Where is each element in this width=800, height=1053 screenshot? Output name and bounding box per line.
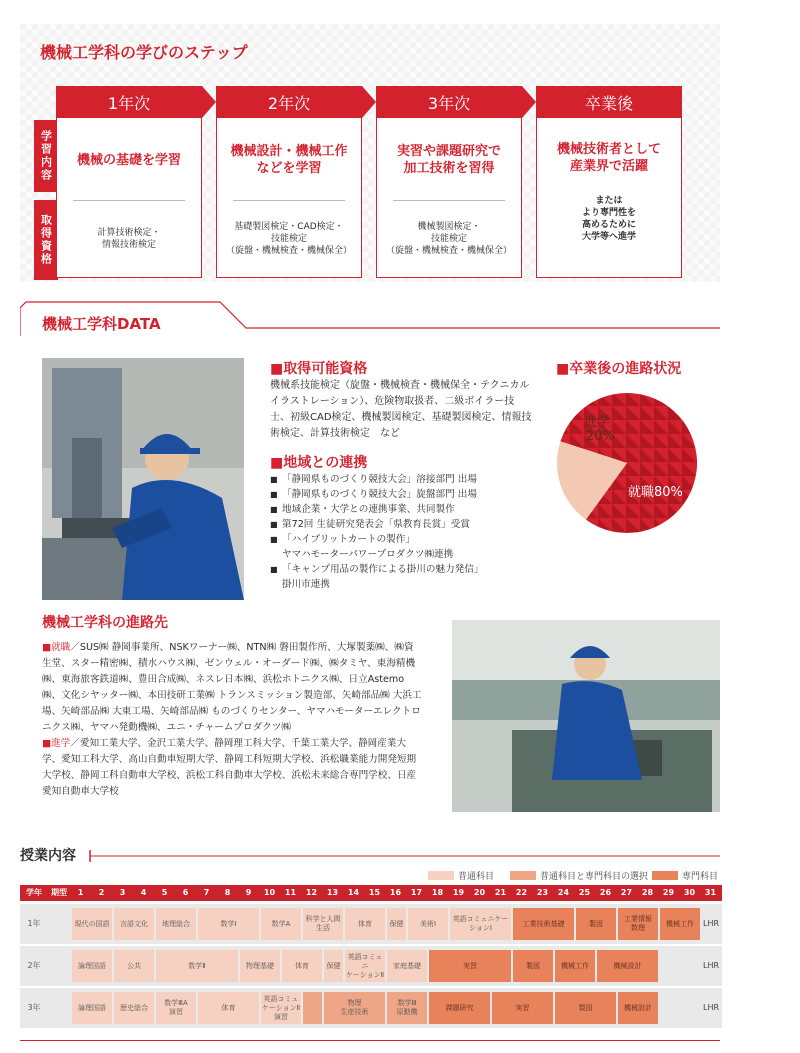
timetable-cell: 論理国語: [72, 950, 112, 982]
timetable-header-cell: 20: [473, 888, 486, 897]
step-head-2: 2年次: [216, 86, 362, 118]
timetable-cell: 機械設計: [618, 992, 658, 1024]
step-sub-2: 基礎製図検定・CAD検定・ 技能検定 （旋盤・機械検査・機械保全）: [225, 222, 352, 256]
side-label-qualification: 取得資格: [34, 200, 58, 280]
steps-title: 機械工学科の学びのステップ: [40, 43, 248, 62]
timetable-header-cell: 3: [119, 888, 126, 897]
bottom-rule: [20, 1040, 720, 1041]
timetable-header-cell: 17: [410, 888, 423, 897]
step-divider: [393, 200, 505, 201]
timetable-title: 授業内容: [20, 848, 76, 864]
list-item: ■ 「静岡県ものづくり競技大会」旋盤部門 出場: [270, 487, 540, 502]
timetable-title-rule: [88, 850, 720, 862]
timetable-cell: 数学Ⅰ: [198, 908, 259, 940]
timetable-cell: 工業技術基礎: [513, 908, 574, 940]
timetable-cell: 製図: [576, 908, 616, 940]
timetable-header-cell: 29: [662, 888, 675, 897]
timetable-cell: 公共: [114, 950, 154, 982]
legend-elective: 普通科目と専門科目の選択: [510, 869, 648, 882]
legend-special: 専門科目: [652, 869, 718, 882]
career-pie-chart: [556, 392, 698, 534]
timetable-header-cell: 6: [182, 888, 189, 897]
timetable-header-cell: 1: [77, 888, 84, 897]
pie-label-employment: 就職80%: [628, 485, 683, 500]
timetable-header-cell: 5: [161, 888, 168, 897]
timetable-cell: 数学A: [261, 908, 301, 940]
timetable-year: 3年: [27, 1003, 41, 1012]
timetable-row-3: [20, 988, 722, 1028]
timetable-header-cell: 18: [431, 888, 444, 897]
timetable-cell: 体育: [345, 908, 385, 940]
timetable-row-1: [20, 904, 722, 944]
timetable-cell: 課題研究: [429, 992, 490, 1024]
timetable-lhr: LHR: [702, 1003, 720, 1012]
photo-lathe: [452, 620, 720, 812]
timetable-cell: 実習: [429, 950, 511, 982]
step-sub-1: 計算技術検定・ 情報技術検定: [97, 228, 161, 250]
timetable-header-cell: 25: [578, 888, 591, 897]
timetable-row-2: [20, 946, 722, 986]
qual-text: 機械系技能検定（旋盤・機械検査・機械保全・テクニカルイラストレーション）、危険物取扱者、二級ボイラー技士、初級CAD検定、機械製図検定、基礎製図検定、情報技術検定、計算技術検定 など: [270, 380, 532, 439]
list-item: ■ 「静岡県ものづくり競技大会」溶接部門 出場: [270, 472, 540, 487]
career-heading: 機械工学科の進路先: [42, 615, 168, 631]
timetable-header-cell: 11: [284, 888, 297, 897]
timetable-cell: 数学Ⅲ 原動機: [387, 992, 427, 1024]
list-item: ■ 「キャンプ用品の製作による掛川の魅力発信」 掛川市連携: [270, 562, 540, 592]
step-card-3: [376, 118, 522, 278]
timetable-header-cell: 7: [203, 888, 210, 897]
timetable-header-cell: 30: [683, 888, 696, 897]
timetable-header-cell: 21: [494, 888, 507, 897]
timetable-header-cell: 28: [641, 888, 654, 897]
timetable-lhr: LHR: [702, 961, 720, 970]
timetable-header-cell: 13: [326, 888, 339, 897]
timetable-header-cell: 16: [389, 888, 402, 897]
timetable-header-cell: 23: [536, 888, 549, 897]
step-head-1: 1年次: [56, 86, 202, 118]
timetable-header-cell: 19: [452, 888, 465, 897]
timetable-cell: 体育: [282, 950, 322, 982]
timetable-header-cell: 期型: [51, 888, 67, 897]
timetable-lhr: LHR: [702, 919, 720, 928]
list-item: ■ 第72回 生徒研究発表会「県教育長賞」受賞: [270, 517, 540, 532]
step-sub-3: 機械製図検定・ 技能検定 （旋盤・機械検査・機械保全）: [385, 222, 512, 256]
step-card-4: [536, 118, 682, 278]
career-job-text: ／SUS㈱ 静岡事業所、NSKワーナー㈱、NTN㈱ 磐田製作所、大塚製薬㈱、㈱資生堂、スター精密㈱、積水ハウス㈱、ゼンウェル・オーダード㈱、㈱タミヤ、東海精機㈱、東海旅客鉄道㈱、豊田合成㈱、ネスレ日本㈱、浜松ホトニクス㈱、日立Astemo㈱、文化シヤッター㈱、本田技研工業㈱ トランスミッション製造部、矢崎部品㈱ 大浜工場、矢崎部品㈱ 大東工場、矢崎部品㈱ ものづくりセンター、ヤマハモーターエレクトロニクス㈱、ヤマハ発動機㈱、ユニ・チャームプロダクツ㈱: [42, 642, 422, 733]
timetable-cell: 美術Ⅰ: [408, 908, 448, 940]
career-adv-text: ／愛知工業大学、金沢工業大学、静岡理工科大学、千葉工業大学、静岡産業大学、愛知工科大学、高山自動車短期大学、静岡工科短期大学校、浜松職業能力開発短期大学校、静岡工科自動車大学校、浜松工科自動車大学校、浜松未来総合専門学校、日産愛知自動車大学校: [42, 738, 417, 797]
list-item: ■ 「ハイブリットカートの製作」 ヤマハモーターパワープロダクツ㈱連携: [270, 532, 540, 562]
timetable-cell: 製図: [513, 950, 553, 982]
timetable-cell: 英語コミュニ ケーションⅡ: [345, 950, 385, 982]
timetable-cell: 科学と人間 生活: [303, 908, 343, 940]
timetable-header-cell: 学年: [26, 888, 42, 897]
timetable-cell: 言語文化: [114, 908, 154, 940]
step-head-4: 卒業後: [536, 86, 682, 118]
pie-heading: ■卒業後の進路状況: [556, 361, 682, 377]
timetable-header-cell: 24: [557, 888, 570, 897]
career-job-label: ■就職: [42, 642, 71, 653]
side-label-content: 学習内容: [34, 120, 58, 192]
timetable-cell: 保健: [324, 950, 343, 982]
timetable-header-cell: 14: [347, 888, 360, 897]
region-list: [270, 472, 540, 592]
steps-section: [20, 24, 720, 282]
step-divider: [233, 200, 345, 201]
timetable-cell: 製図: [555, 992, 616, 1024]
pie-label-advancement: 進学: [584, 415, 611, 430]
timetable-cell: 歴史総合: [114, 992, 154, 1024]
step-sub-4: または より専門性を 高めるために 大学等へ進学: [581, 196, 636, 242]
step-card-1: [56, 118, 202, 278]
step-card-2: [216, 118, 362, 278]
timetable-cell: 工業情報 数理: [618, 908, 658, 940]
timetable-header-cell: 22: [515, 888, 528, 897]
qual-heading: ■取得可能資格: [270, 361, 368, 377]
timetable-cell: 物理基礎: [240, 950, 280, 982]
career-adv-label: ■進学: [42, 738, 71, 749]
timetable-cell: 現代の国語: [72, 908, 112, 940]
data-title: 機械工学科DATA: [42, 315, 161, 333]
pie-label-advancement: 20%: [586, 429, 615, 444]
timetable-cell: 論理国語: [72, 992, 112, 1024]
timetable-header-cell: 15: [368, 888, 381, 897]
timetable-cell: 英語コミュ ケーションⅡ 演習: [261, 992, 301, 1024]
step-main-2: 機械設計・機械工作 などを学習: [230, 144, 348, 176]
timetable-header-cell: 27: [620, 888, 633, 897]
timetable-year: 1年: [27, 919, 41, 928]
timetable-cell: 物理 生産技術: [324, 992, 385, 1024]
timetable-cell: 地理総合: [156, 908, 196, 940]
timetable-header-cell: 26: [599, 888, 612, 897]
step-divider: [73, 200, 185, 201]
timetable-cell: 数学Ⅱ: [156, 950, 238, 982]
timetable-cell: 英語コミュニケーションⅠ: [450, 908, 511, 940]
timetable-header-cell: 10: [263, 888, 276, 897]
timetable-header: [20, 885, 722, 901]
timetable-cell: 機械工作: [660, 908, 700, 940]
timetable-header-cell: 2: [98, 888, 105, 897]
timetable-cell: 機械設計: [597, 950, 658, 982]
timetable-header-cell: 12: [305, 888, 318, 897]
timetable-header-cell: 9: [245, 888, 252, 897]
step-main-4: 機械技術者として 産業界で活躍: [556, 142, 661, 174]
timetable-header-cell: 8: [224, 888, 231, 897]
timetable-header-cell: 4: [140, 888, 147, 897]
timetable-cell: 体育: [198, 992, 259, 1024]
step-head-3: 3年次: [376, 86, 522, 118]
side-labels: [34, 120, 58, 280]
photo-drill-press: [42, 358, 244, 600]
timetable-cell: 保健: [387, 908, 406, 940]
list-item: ■ 地域企業・大学との連携事業、共同製作: [270, 502, 540, 517]
region-heading: ■地域との連携: [270, 455, 368, 471]
timetable-cell: [303, 992, 322, 1024]
timetable-cell: 数学ⅢA 演習: [156, 992, 196, 1024]
timetable-header-cell: 31: [704, 888, 717, 897]
career-text: [42, 640, 422, 800]
step-main-1: 機械の基礎を学習: [76, 152, 181, 168]
legend-general: 普通科目: [428, 869, 494, 882]
timetable-cell: 家庭基礎: [387, 950, 427, 982]
step-main-3: 実習や課題研究で 加工技術を習得: [396, 144, 501, 176]
timetable-year: 2年: [27, 961, 41, 970]
timetable-cell: 実習: [492, 992, 553, 1024]
timetable-cell: 機械工作: [555, 950, 595, 982]
